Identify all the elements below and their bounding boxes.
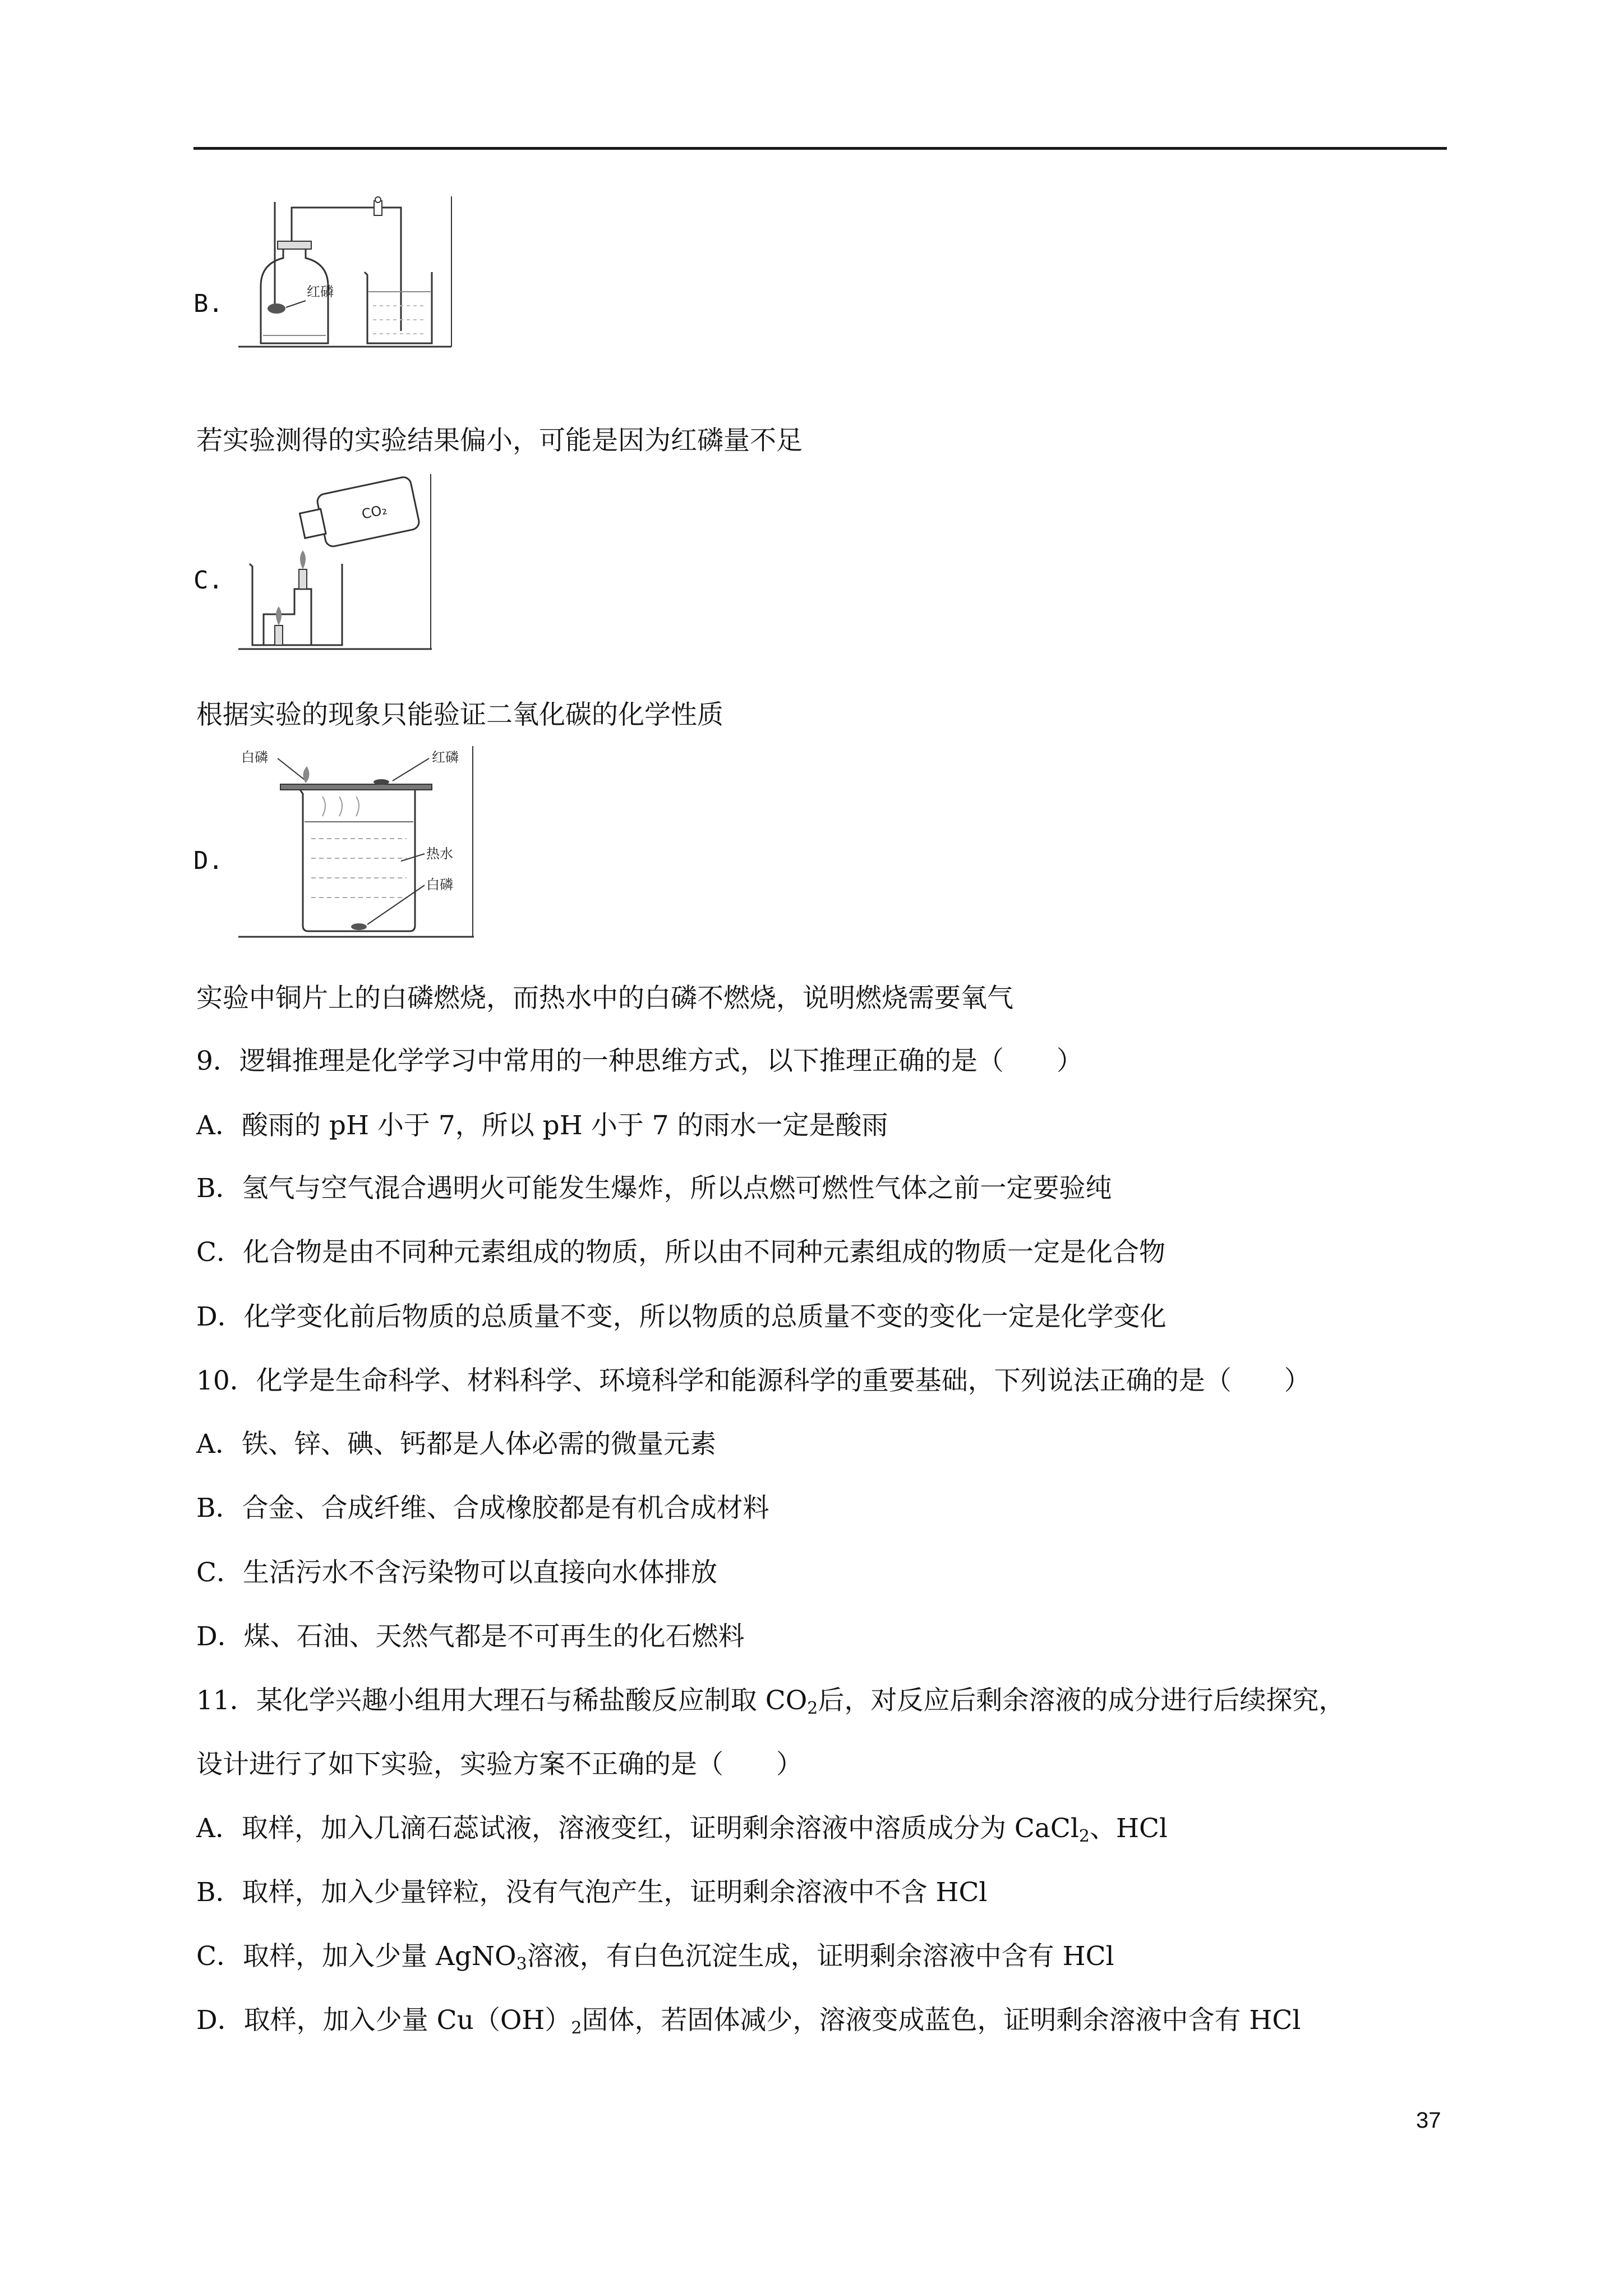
figure-d-apparatus	[238, 746, 474, 940]
statement-d: 实验中铜片上的白磷燃烧，而热水中的白磷不燃烧，说明燃烧需要氧气	[196, 983, 1013, 1014]
figure-b-label: B.	[193, 289, 223, 318]
statement-c: 根据实验的现象只能验证二氧化碳的化学性质	[196, 700, 723, 730]
q9-option-c: C．化合物是由不同种元素组成的物质，所以由不同种元素组成的物质一定是化合物	[196, 1237, 1165, 1268]
figure-d-hot-water-text: 热水	[426, 846, 453, 862]
figure-c-label: C.	[193, 566, 223, 595]
figure-d-red-p-text: 红磷	[432, 749, 459, 765]
q10-stem: 10．化学是生命科学、材料科学、环境科学和能源科学的重要基础，下列说法正确的是（ ）	[196, 1365, 1311, 1396]
q11-option-b: B．取样，加入少量锌粒，没有气泡产生，证明剩余溶液中不含 HCl	[196, 1877, 988, 1908]
q9-option-b: B．氢气与空气混合遇明火可能发生爆炸，所以点燃可燃性气体之前一定要验纯	[196, 1173, 1112, 1204]
figure-b-red-p-text: 红磷	[307, 284, 334, 300]
header-rule	[193, 147, 1447, 150]
q9-option-d: D．化学变化前后物质的总质量不变，所以物质的总质量不变的变化一定是化学变化	[196, 1301, 1166, 1332]
figure-d-label: D.	[193, 846, 223, 875]
figure-c-apparatus	[238, 474, 432, 651]
q9-option-a: A．酸雨的 pH 小于 7，所以 pH 小于 7 的雨水一定是酸雨	[196, 1110, 888, 1141]
statement-b: 若实验测得的实验结果偏小，可能是因为红磷量不足	[196, 425, 803, 456]
q10-option-d: D．煤、石油、天然气都是不可再生的化石燃料	[196, 1621, 745, 1652]
q11-option-a: A．取样，加入几滴石蕊试液，溶液变红，证明剩余溶液中溶质成分为 CaCl$_2$、HCl	[196, 1813, 1168, 1846]
q9-stem: 9．逻辑推理是化学学习中常用的一种思维方式，以下推理正确的是（ ）	[196, 1046, 1083, 1076]
q10-option-c: C．生活污水不含污染物可以直接向水体排放	[196, 1557, 717, 1588]
q10-option-a: A．铁、锌、碘、钙都是人体必需的微量元素	[196, 1429, 716, 1460]
q11-option-c: C．取样，加入少量 AgNO$_3$溶液，有白色沉淀生成，证明剩余溶液中含有 HCl	[196, 1941, 1114, 1974]
figure-d-white-p-top-text: 白磷	[241, 749, 268, 765]
figure-c-co2-text: CO₂	[360, 501, 389, 522]
q10-option-b: B．合金、合成纤维、合成橡胶都是有机合成材料	[196, 1493, 769, 1524]
figure-d-white-p-water-text: 白磷	[426, 877, 453, 892]
q11-option-d: D．取样，加入少量 $Cu(OH)_2$固体，若固体减少，溶液变成蓝色，证明剩余溶液中含有 HCl	[196, 2005, 1301, 2038]
page-number: 37	[1416, 2108, 1441, 2133]
q11-stem: 11．某化学兴趣小组用大理石与稀盐酸反应制取 $CO_2$后，对反应后剩余溶液的成分进行后续探究，	[196, 1685, 1345, 1718]
q11-stem-line2: 设计进行了如下实验，实验方案不正确的是（ ）	[196, 1749, 803, 1780]
figure-b-apparatus	[238, 196, 454, 348]
